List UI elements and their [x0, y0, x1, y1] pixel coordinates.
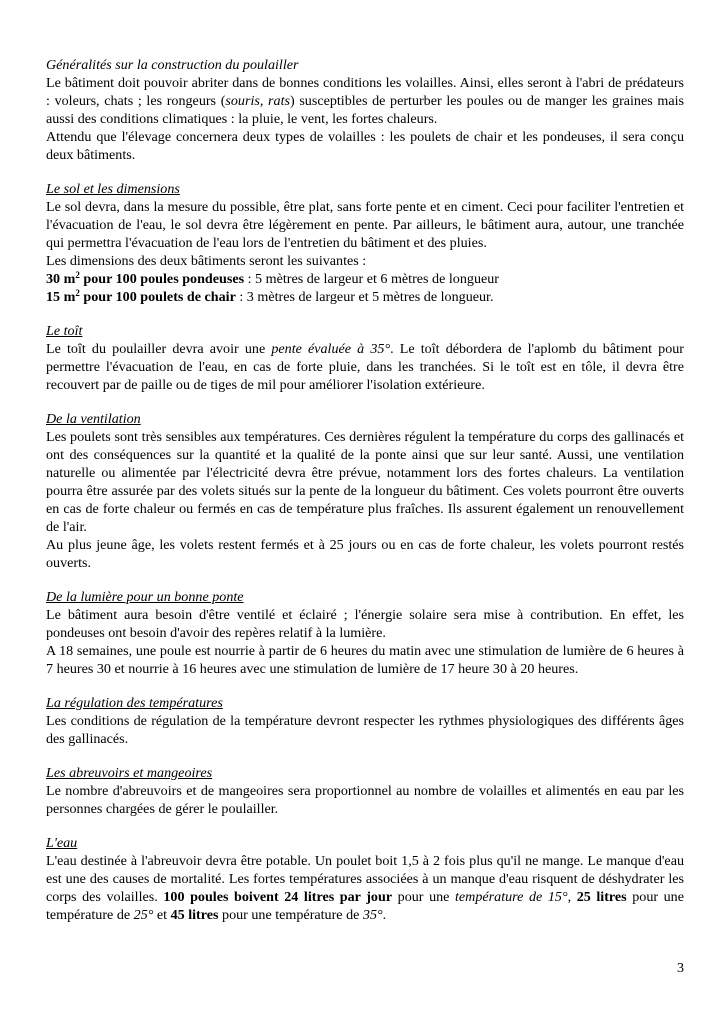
paragraph: Le bâtiment doit pouvoir abriter dans de bonnes conditions les volailles. Ainsi, elles seront à l'abri de prédateurs : voleurs, chats ; les rongeurs (souris, rats) susceptibles de perturber les poules ou de manger les graines mais aussi des conditions climatiques : la pluie, le vent, les fortes chaleurs. — [46, 75, 684, 127]
section-roof — [46, 322, 684, 394]
section-title: L'eau — [46, 835, 78, 851]
section-floor — [46, 180, 684, 306]
section-title: La régulation des températures — [46, 695, 223, 711]
paragraph: Au plus jeune âge, les volets restent fermés et à 25 jours ou en cas de forte chaleur, les volets pourront restés ouverts. — [46, 537, 684, 571]
dimension-line-layers: 30 $m^2$ pour 100 poules pondeuses : 5 mètres de largeur et 6 mètres de longueur — [46, 270, 499, 287]
section-feeders — [46, 764, 684, 818]
dimension-line-broilers: 15 $m^2$ pour 100 poulets de chair : 3 mètres de largeur et 5 mètres de longueur. — [46, 288, 494, 305]
section-water — [46, 834, 684, 924]
paragraph: Le nombre d'abreuvoirs et de mangeoires sera proportionnel au nombre de volailles et alimentés en eau par les personnes chargées de gérer le poulailler. — [46, 783, 684, 817]
paragraph: Les dimensions des deux bâtiments seront les suivantes : — [46, 253, 367, 269]
section-title: De la ventilation — [46, 411, 141, 427]
paragraph: Les poulets sont très sensibles aux températures. Ces dernières régulent la température du corps des gallinacés et ont des conséquences sur la quantité et la qualité de la ponte ainsi que sur leur santé. Aussi, une ventilation naturelle ou alimentée par l'électricité devra être prévue, notamment lors des fortes chaleurs. La ventilation pourra être assurée par des volets situés sur la pente de la longueur du bâtiment. Ces volets pourront être ouverts en cas de forte chaleur ou fermés en cas de température plus fraîches. Ils assurent également un renouvellement de l'air. — [46, 429, 684, 535]
paragraph: Le bâtiment aura besoin d'être ventilé et éclairé ; l'énergie solaire sera mise à contribution. En effet, les pondeuses ont besoin d'avoir des repères relatif à la lumière. — [46, 607, 684, 641]
paragraph: Les conditions de régulation de la température devront respecter les rythmes physiologiques des différents âges des gallinacés. — [46, 713, 684, 747]
paragraph: Le sol devra, dans la mesure du possible, être plat, sans forte pente et en ciment. Ceci pour faciliter l'entretien et l'évacuation de l'eau, le sol devra être légèrement en pente. Par ailleurs, le bâtiment aura, autour, une tranchée qui permettra l'évacuation de l'eau lors de l'entretien du bâtiment et des pluies. — [46, 199, 684, 251]
paragraph: Le toît du poulailler devra avoir une pente évaluée à 35°. Le toît débordera de l'aplomb du bâtiment pour permettre l'évacuation de l'eau, en cas de forte pluie, dans les tranchées. Si le toît est en tôle, il devra être recouvert par de paille ou de tiges de mil pour améliorer l'isolation extérieure. — [46, 341, 685, 393]
section-title: Les abreuvoirs et mangeoires — [46, 765, 213, 781]
section-temperature — [46, 694, 684, 748]
page-number: 3 — [676, 960, 684, 976]
document-page — [46, 56, 684, 924]
paragraph: Attendu que l'élevage concernera deux types de volailles : les poulets de chair et les pondeuses, il sera conçu deux bâtiments. — [46, 129, 684, 163]
section-title: Le sol et les dimensions — [46, 181, 180, 197]
section-title: De la lumière pour un bonne ponte — [46, 589, 244, 605]
section-title: Généralités sur la construction du poulailler — [46, 57, 299, 73]
section-ventilation — [46, 410, 684, 572]
section-light — [46, 588, 684, 678]
paragraph: A 18 semaines, une poule est nourrie à partir de 6 heures du matin avec une stimulation de lumière de 6 heures à 7 heures 30 et nourrie à 16 heures avec une stimulation de lumière de 17 heure 30 à 20 heures. — [46, 643, 684, 677]
paragraph: L'eau destinée à l'abreuvoir devra être potable. Un poulet boit 1,5 à 2 fois plus qu'il ne mange. Le manque d'eau est une des causes de mortalité. Les fortes températures associées à un manque d'eau risquent de déshydrater les corps des volailles. 100 poules boivent 24 litres par jour pour une température de 15°, 25 litres pour une température de 25° et 45 litres pour une température de 35°. — [46, 853, 684, 923]
section-general — [46, 56, 684, 164]
section-title: Le toît — [46, 323, 83, 339]
